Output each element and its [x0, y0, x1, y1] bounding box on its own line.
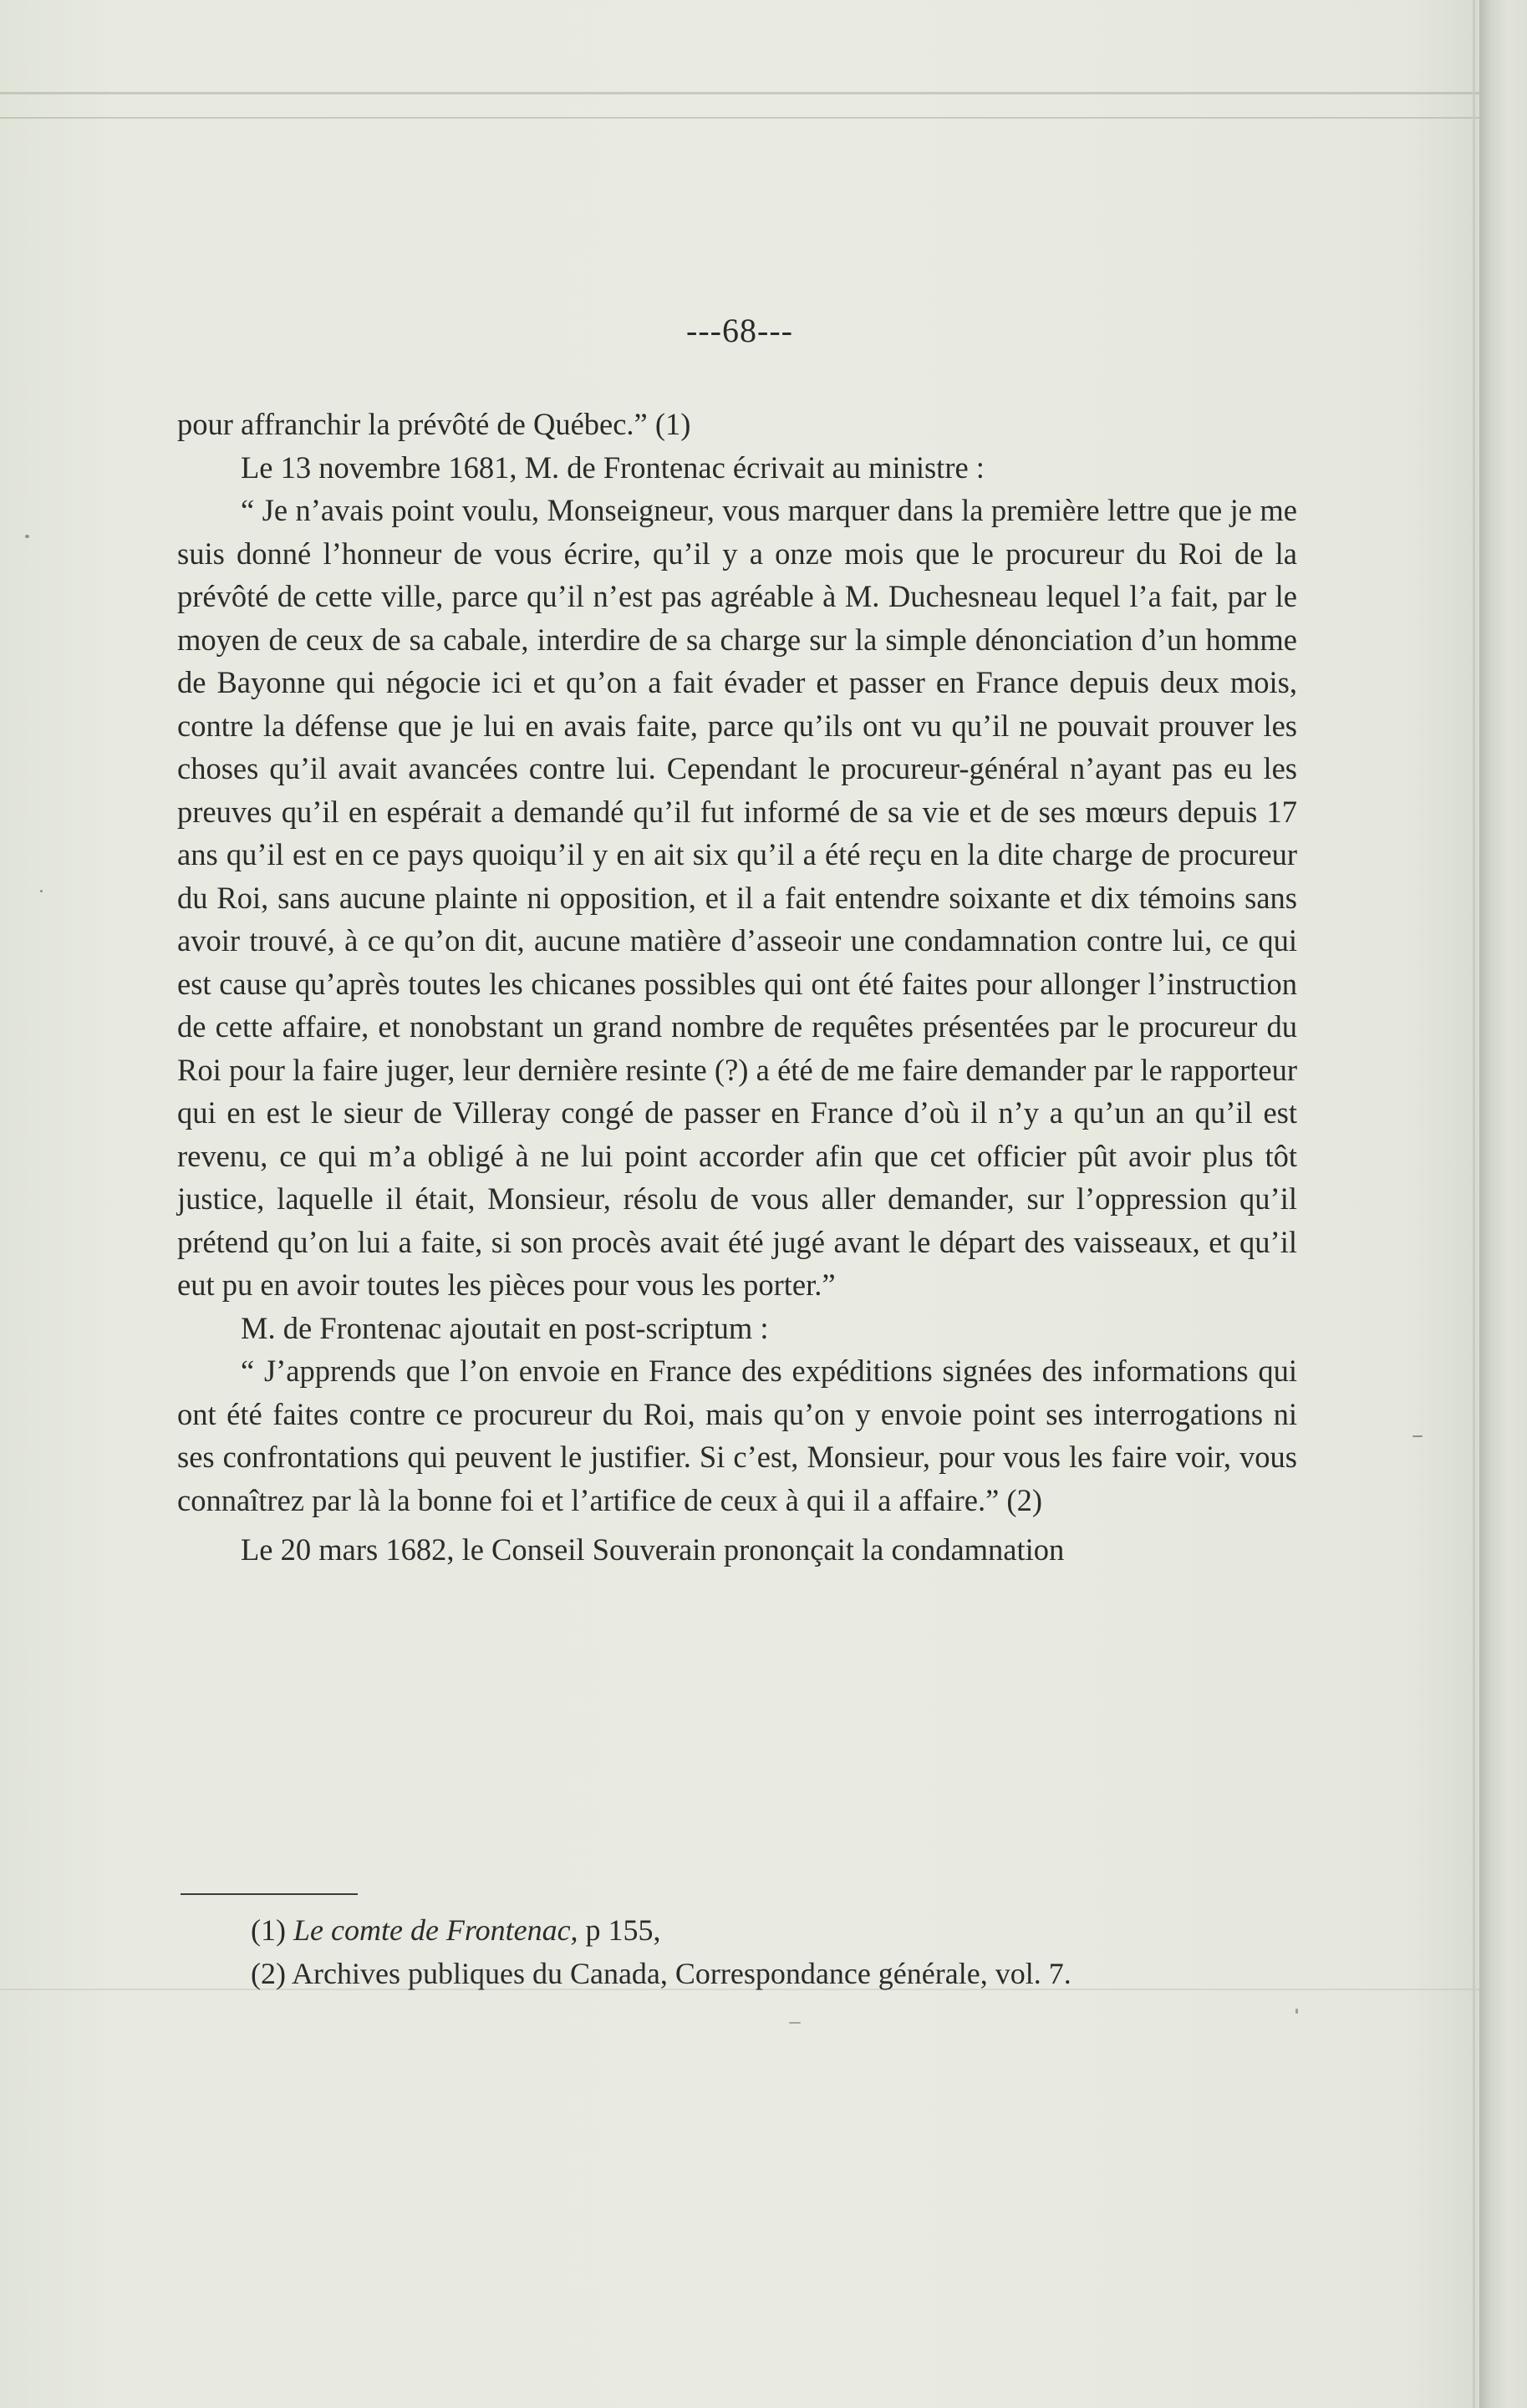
paper-speck [789, 2022, 801, 2024]
quoted-letter: “ Je n’avais point voulu, Monseigneur, vous marquer dans la première lettre que je me suis donné l’honneur de vous écrire, qu’il y a onze mois que le procureur du Roi de la prévôté de cette ville, parce qu’il n’est pas agréable à M. Duchesneau lequel l’a fait, par le moyen de ceux de sa cabale, interdire de sa charge sur la simple dénonciation d’un homme de Bayonne qui négocie ici et qu’on a fait évader et passer en France depuis deux mois, contre la défense que je lui en avais faite, parce qu’ils ont vu qu’il ne pouvait prouver les choses qu’il avait avancées contre lui. Cependant le procureur-général n’ayant pas eu les preuves qu’il en espérait a demandé qu’il fut informé de sa vie et de ses mœurs depuis 17 ans qu’il est en ce pays quoiqu’il y en ait six qu’il a été reçu en la dite charge de procureur du Roi, sans aucune plainte ni opposition, et il a fait entendre soixante et dix témoins sans avoir trouvé, à ce qu’on dit, aucune matière d’asseoir une condamnation contre lui, ce qui est cause qu’après toutes les chicanes possibles qui ont été faites pour allonger l’instruction de cette affaire, et nonobstant un grand nombre de requêtes présentées par le procureur du Roi pour la faire juger, leur dernière resinte (?) a été de me faire demander par le rapporteur qui en est le sieur de Villeray congé de passer en France d’où il n’y a qu’un an qu’il est revenu, ce qui m’a obligé à ne lui point accorder afin que cet officier pût avoir plus tôt justice, laquelle il était, Monsieur, résolu de vous aller demander, sur l’oppression qu’il prétend qu’on lui a faite, si son procès avait été jugé avant le départ des vaisseaux, et qu’il eut pu en avoir toutes les pièces pour vous les porter.” [177, 493, 1297, 1302]
footnote-marker: (2) [251, 1957, 286, 1990]
footnote-1 [177, 1908, 1297, 1952]
next-page-edge [1479, 0, 1527, 2408]
paragraph: Le 20 mars 1682, le Conseil Souverain prononçait la condamnation [241, 1532, 1065, 1567]
paper-speck [25, 535, 29, 538]
footnote-title: Le comte de Frontenac, [293, 1913, 578, 1947]
footnote-text: Archives publiques du Canada, Correspondance générale, vol. 7. [292, 1957, 1071, 1990]
footnote-marker: (1) [251, 1913, 286, 1947]
page-crease [0, 92, 1479, 94]
paragraph: M. de Frontenac ajoutait en post-scriptum : [241, 1310, 769, 1345]
body-text [177, 403, 1297, 1572]
paragraph: pour affranchir la prévôté de Québec.” (1) [177, 407, 691, 441]
footnote-2 [177, 1952, 1297, 1995]
paper-speck [1295, 2009, 1298, 2014]
quoted-postscript: “ J’apprends que l’on envoie en France des expéditions signées des informations qui ont été faites contre ce procureur du Roi, mais qu’on y envoie point ses interrogations ni ses confrontations qui peuvent le justifier. Si c’est, Monsieur, pour vous les faire voir, vous connaîtrez par là la bonne foi et l’artifice de ceux à qui il a affaire.” (2) [177, 1354, 1297, 1517]
page-crease [0, 117, 1479, 119]
footnote-rule [181, 1893, 358, 1895]
page-number: ---68--- [686, 312, 793, 349]
paper-speck [40, 890, 43, 892]
paper-speck [1412, 1435, 1423, 1437]
footnotes [177, 1908, 1297, 1995]
footnote-text: p 155, [585, 1913, 661, 1947]
page-edge-shadow [1473, 0, 1475, 2408]
paragraph: Le 13 novembre 1681, M. de Frontenac écrivait au ministre : [241, 450, 985, 485]
